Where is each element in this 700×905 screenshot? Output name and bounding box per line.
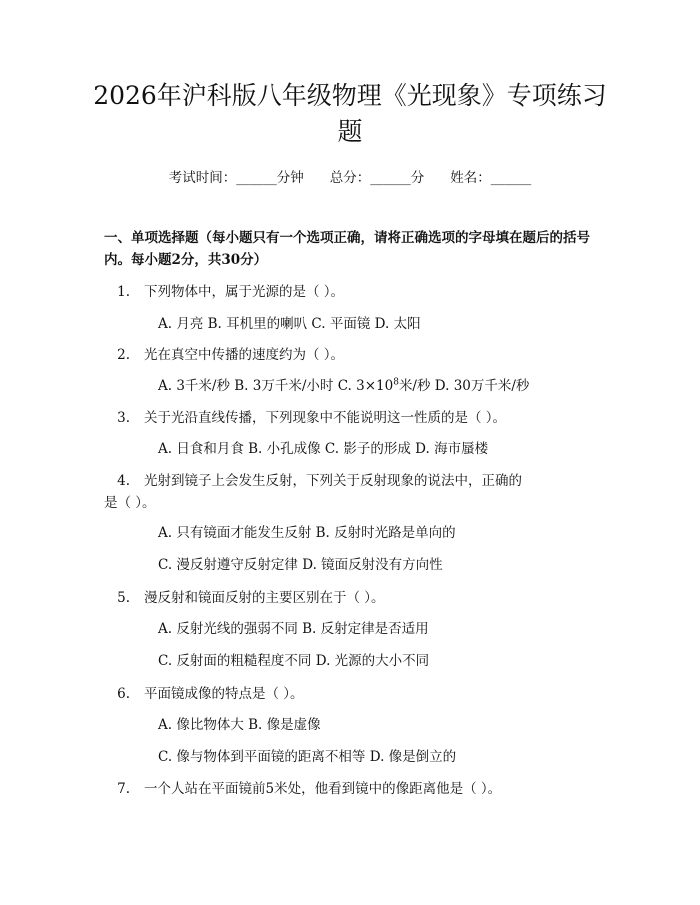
question-5-option-line-1: A. 反射光线的强弱不同 B. 反射定律是否适用: [158, 621, 429, 637]
question-text: 下列物体中，属于光源的是（ ）。: [144, 284, 345, 300]
question-3-options: A. 日食和月食 B. 小孔成像 C. 影子的形成 D. 海市蜃楼: [158, 441, 489, 457]
exponent: 8: [393, 377, 399, 388]
question-1-options: A. 月亮 B. 耳机里的喇叭 C. 平面镜 D. 太阳: [158, 316, 421, 332]
option-text: A. 3千米/秒 B. 3万千米/小时 C. 3×10: [158, 378, 394, 394]
question-6-option-line-2: C. 像与物体到平面镜的距离不相等 D. 像是倒立的: [158, 749, 457, 765]
question-4-option-line-2: C. 漫反射遵守反射定律 D. 镜面反射没有方向性: [158, 557, 443, 573]
question-1: [104, 281, 599, 303]
question-number: 6.: [117, 686, 130, 702]
option-text: 米/秒 D. 30万千米/秒: [398, 378, 530, 394]
question-number: 7.: [117, 781, 130, 797]
question-text: 漫反射和镜面反射的主要区别在于（ ）。: [144, 590, 385, 606]
question-text: 光在真空中传播的速度约为（ ）。: [144, 347, 345, 363]
section-heading: 一、单项选择题（每小题只有一个选项正确，请将正确选项的字母填在题后的括号内。每小题2分，共30分）: [104, 230, 590, 268]
question-4-option-line-1: A. 只有镜面才能发生反射 B. 反射时光路是单向的: [158, 525, 456, 541]
question-text: 关于光沿直线传播，下列现象中不能说明这一性质的是（ ）。: [144, 410, 507, 426]
question-2: [104, 344, 599, 366]
question-2-options: [158, 375, 608, 397]
question-number: 4.: [117, 473, 130, 489]
question-5: [104, 587, 599, 609]
question-text: 一个人站在平面镜前5米处，他看到镜中的像距离他是（ ）。: [144, 781, 502, 797]
question-number: 3.: [117, 410, 130, 426]
question-5-option-line-2: C. 反射面的粗糙程度不同 D. 光源的大小不同: [158, 653, 430, 669]
document-title: 2026年沪科版八年级物理《光现象》专项练习题: [93, 81, 607, 146]
question-text: 平面镜成像的特点是（ ）。: [144, 686, 304, 702]
exam-time-field: 考试时间：______分钟: [168, 170, 304, 186]
total-score-field: 总分：______分: [329, 170, 425, 186]
question-3: [104, 407, 599, 429]
question-number: 1.: [117, 284, 130, 300]
question-number: 2.: [117, 347, 130, 363]
name-field: 姓名：______: [450, 170, 532, 186]
question-7: [104, 778, 599, 800]
question-6: [104, 683, 599, 705]
exam-meta: [0, 168, 700, 188]
question-4: [104, 470, 534, 514]
question-6-option-line-1: A. 像比物体大 B. 像是虚像: [158, 717, 321, 733]
question-number: 5.: [117, 590, 130, 606]
question-text: 光射到镜子上会发生反射，下列关于反射现象的说法中，正确的是（ ）。: [104, 473, 522, 511]
